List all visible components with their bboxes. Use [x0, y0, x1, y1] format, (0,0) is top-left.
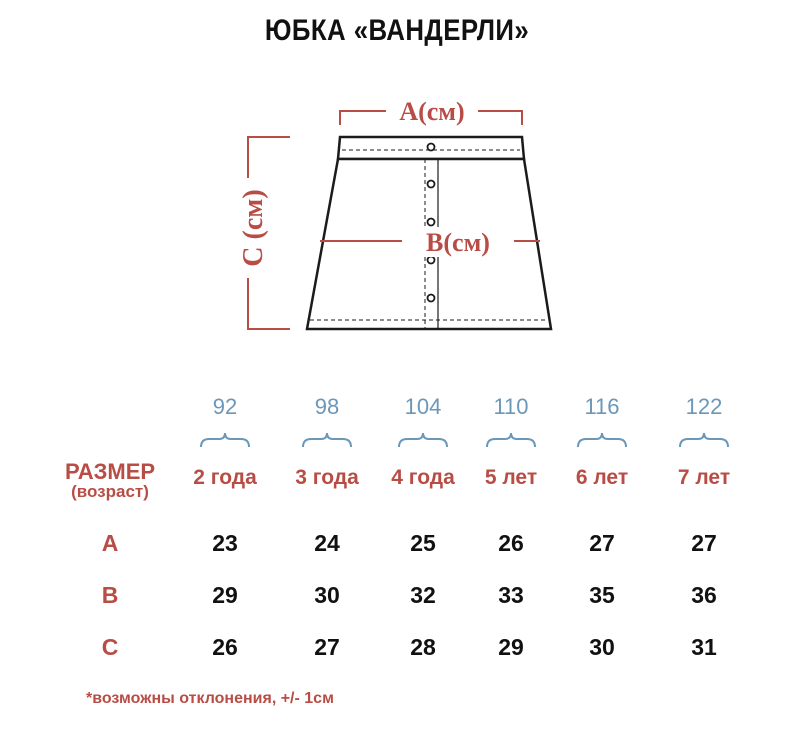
brace-icon — [576, 431, 628, 449]
table-cell: 26 — [498, 530, 524, 556]
age-header-label: (возраст) — [71, 482, 149, 502]
age-value: 7 лет — [677, 466, 731, 489]
row-label: C — [101, 634, 119, 660]
table-cell: 25 — [410, 530, 436, 556]
brace-icon — [199, 431, 251, 449]
row-label: B — [101, 582, 119, 608]
table-cell: 23 — [212, 530, 238, 556]
size-value: 110 — [493, 394, 529, 419]
table-cell: 31 — [691, 634, 717, 660]
size-value: 116 — [584, 394, 620, 419]
label-b: B(см) — [426, 228, 490, 257]
brace-icon — [485, 431, 537, 449]
label-a: A(см) — [399, 97, 465, 126]
size-header — [60, 460, 160, 501]
table-cell: 33 — [498, 582, 524, 608]
row-label: A — [101, 530, 119, 556]
age-value: 5 лет — [484, 466, 538, 489]
table-cell: 27 — [691, 530, 717, 556]
table-cell: 30 — [314, 582, 340, 608]
table-cell: 30 — [589, 634, 615, 660]
table-cell: 28 — [410, 634, 436, 660]
brace-icon — [678, 431, 730, 449]
age-value: 3 года — [295, 466, 359, 489]
brace-icon — [397, 431, 449, 449]
age-value: 4 года — [391, 466, 455, 489]
table-cell: 27 — [314, 634, 340, 660]
size-value: 104 — [404, 394, 442, 419]
table-cell: 24 — [314, 530, 340, 556]
size-value: 98 — [314, 394, 340, 419]
brace-icon — [301, 431, 353, 449]
footnote: *возможны отклонения, +/- 1см — [86, 690, 334, 707]
size-value: 92 — [212, 394, 238, 419]
table-cell: 32 — [410, 582, 436, 608]
table-cell: 36 — [691, 582, 717, 608]
table-cell: 27 — [589, 530, 615, 556]
label-c: C (см) — [238, 189, 269, 267]
size-header-label: РАЗМЕР — [64, 459, 156, 484]
page-title: ЮБКА «ВАНДЕРЛИ» — [264, 14, 530, 47]
table-cell: 29 — [212, 582, 238, 608]
size-value: 122 — [685, 394, 723, 419]
age-value: 6 лет — [575, 466, 629, 489]
age-value: 2 года — [193, 466, 257, 489]
table-cell: 35 — [589, 582, 615, 608]
table-cell: 26 — [212, 634, 238, 660]
table-cell: 29 — [498, 634, 524, 660]
